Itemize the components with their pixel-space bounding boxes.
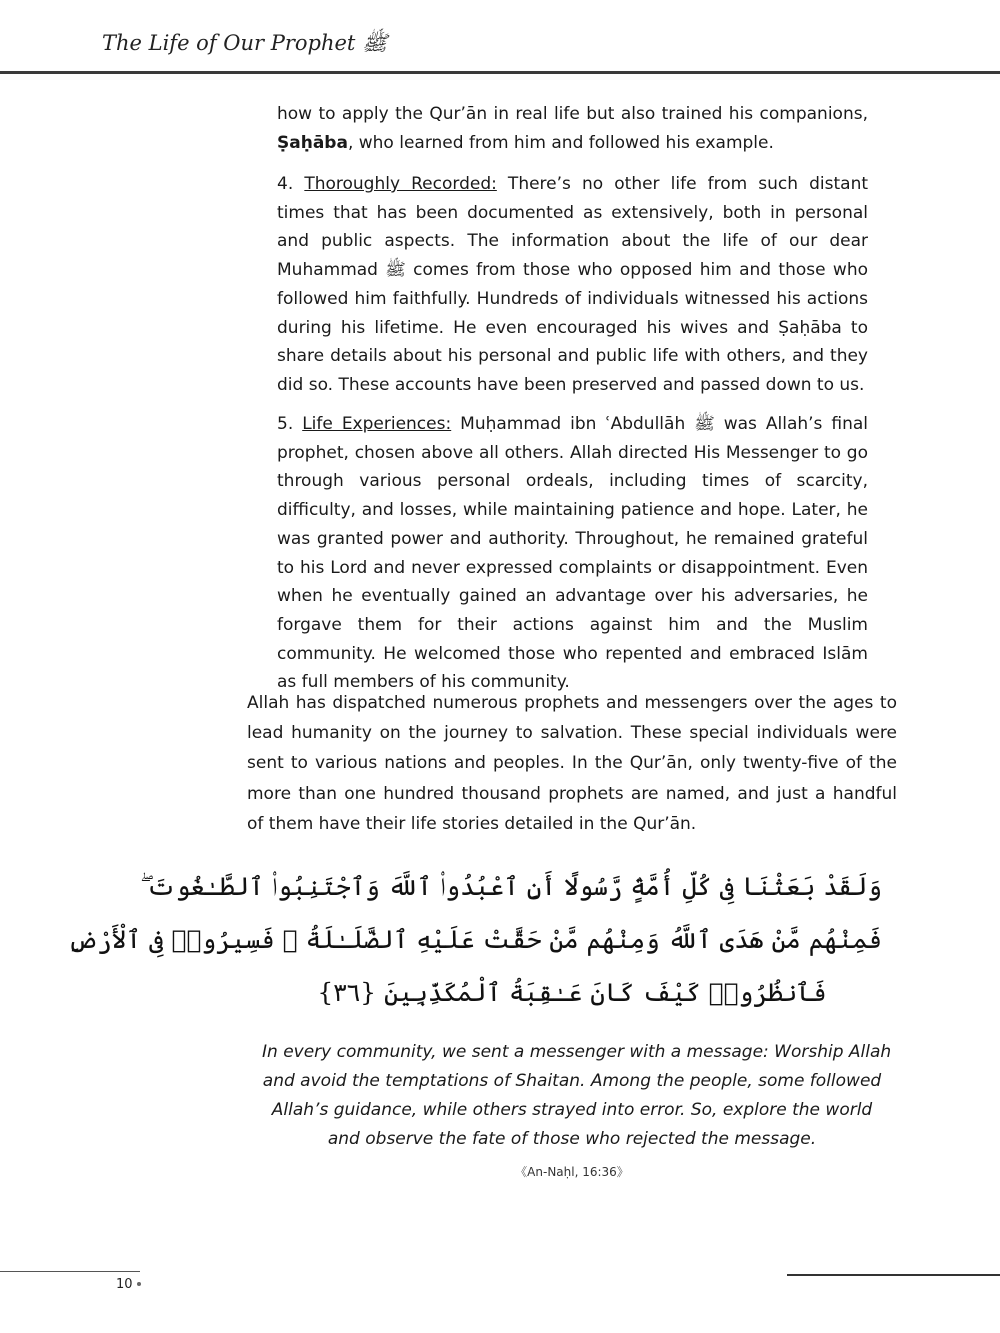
page-number: 10: [116, 1277, 133, 1292]
list-item-4: [277, 170, 868, 400]
paragraph: [277, 410, 868, 697]
paragraph: [277, 170, 868, 400]
item-heading: Thoroughly Recorded:: [304, 174, 497, 194]
translation-line: and observe the fate of those who rejected the message.: [327, 1129, 817, 1149]
quran-verse-arabic: [67, 860, 882, 1019]
bold-term: Ṣaḥāba: [277, 132, 348, 153]
body-paragraph: Allah has dispatched numerous prophets and messengers over the ages to lead humanity on the journey to salvation. These special individuals were sent to various nations and peoples. In the Qur’ān, only twenty-five of the more than one hundred thousand prophets are named, and just a handful of them have their life stories detailed in the Qur’ān.: [247, 693, 897, 834]
verse-translation: [262, 1038, 892, 1154]
translation-line: and avoid the temptations of Shaitan. Among the people, some followed: [262, 1071, 882, 1091]
footer-rule-left: [0, 1271, 140, 1272]
paragraph-text: , who learned from him and followed his example.: [347, 132, 774, 153]
paragraph-text: There’s no other life from such distant times that has been documented as extensively, both in personal and public aspects. The information about the life of our dear Muhammad ﷺ comes from those who opposed him and those who followed him faithfully. Hundreds of individuals witnessed his actions during his lifetime. He even encouraged his wives and Ṣaḥāba to share details about his personal and public life with others, and they did so. These accounts have been preserved and passed down to us.: [277, 174, 869, 395]
footer-rule-right: [787, 1274, 1000, 1276]
list-item-5: [277, 410, 868, 697]
item-number: 5.: [277, 414, 303, 434]
paragraph: [277, 100, 868, 157]
verse-citation: 《An-Naḥl, 16:36》: [515, 1165, 629, 1179]
arabic-line: فَمِنْهُم مَّنْ هَدَى ٱللَّهُ وَمِنْهُم مَّنْ حَقَّتْ عَلَيْهِ ٱلضَّلَـٰلَةُ ۚ فَسِيرُوا۟ فِى ٱلْأَرْضِ: [67, 925, 882, 954]
paragraph-text: Muḥammad ibn ʿAbdullāh ﷺ was Allah’s final prophet, chosen above all others. Allah directed His Messenger to go through various personal ordeals, including times of scarcity, difficulty, and losses, while maintaining patience and hope. Later, he was granted power and authority. Throughout, he remained grateful to his Lord and never expressed complaints or disappointment. Even when he eventually gained an advantage over his adversaries, he forgave them for their actions against him and the Muslim community. He welcomed those who repented and embraced Islām as full members of his community.: [277, 414, 868, 693]
header-rule: [0, 71, 1000, 74]
item-heading: Life Experiences:: [302, 414, 452, 434]
translation-line: In every community, we sent a messenger with a message: Worship Allah: [262, 1042, 892, 1062]
arabic-line: فَٱنظُرُوا۟ كَيْفَ كَانَ عَـٰقِبَةُ ٱلْمُكَذِّبِينَ {٣٦}: [317, 978, 827, 1007]
arabic-line: وَلَقَدْ بَعَثْنَا فِى كُلِّ أُمَّةٍۢ رَّسُولًا أَنِ ٱعْبُدُوا۟ ٱللَّهَ وَٱجْتَنِبُوا۟ ٱلطَّـٰغُوتَ ۖ: [140, 872, 882, 901]
translation-line: Allah’s guidance, while others strayed into error. So, explore the world: [271, 1100, 873, 1120]
list-item-continuation: [277, 100, 868, 157]
running-header-title: The Life of Our Prophet ﷺ: [102, 31, 388, 55]
page-number-dot: [137, 1282, 141, 1286]
item-number: 4.: [277, 174, 305, 194]
paragraph-text: how to apply the Qur’ān in real life but also trained his companions,: [277, 104, 868, 124]
